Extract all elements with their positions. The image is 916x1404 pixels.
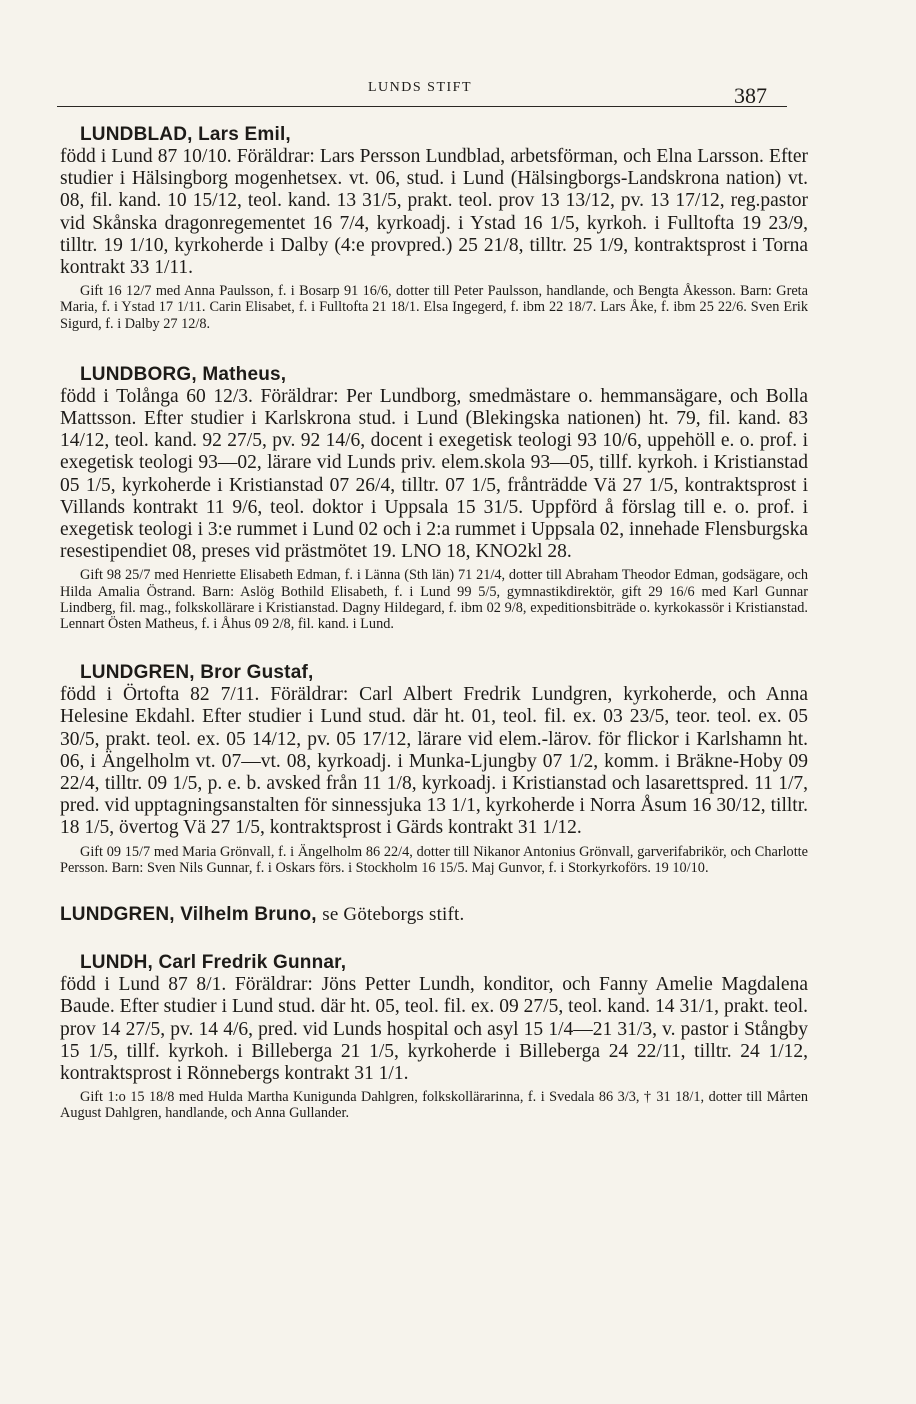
spacer — [60, 876, 808, 904]
entry-name-line — [60, 904, 808, 926]
entry-family: Gift 16 12/7 med Anna Paulsson, f. i Bosarp 91 16/6, dotter till Peter Paulsson, handlande, och Bengta Åkesson. Barn: Greta Maria, f. i Ystad 17 1/11. Carin Elisabet, f. i Fulltofta 21 18/1. Elsa Ingegerd, f. ibm 22 18/7. Lars Åke, f. ibm 25 22/6. Sven Erik Sigurd, f. i Dalby 27 12/8. — [60, 283, 808, 332]
entry-lundgren-vilhelm — [60, 904, 808, 926]
entry-lundh — [60, 952, 808, 1121]
entry-family: Gift 1:o 15 18/8 med Hulda Martha Kunigunda Dahlgren, folkskollärarinna, f. i Svedala 86 3/3, † 31 18/1, dotter till Mårten August Dahlgren, handlande, och Anna Gullander. — [60, 1089, 808, 1122]
entry-lundblad — [60, 124, 808, 332]
entry-family: Gift 98 25/7 med Henriette Elisabeth Edman, f. i Länna (Sth län) 71 21/4, dotter till Abraham Theodor Edman, godsägare, och Hilda Amalia Östrand. Barn: Aslög Bothild Elisabeth, f. i Lund 99 5/5, gymnastikdirektör, gift 29 16/6 med Karl Gunnar Lindberg, fil. mag., folkskollärare i Kristianstad. Dagny Hildegard, f. ibm 02 9/8, expeditionsbiträde o. kyrkokassör i Kristianstad. Lennart Östen Matheus, f. i Åhus 09 2/8, fil. kand. i Lund. — [60, 567, 808, 633]
spacer — [60, 926, 808, 952]
running-head: LUNDS STIFT — [368, 80, 473, 95]
entry-lundborg — [60, 364, 808, 632]
entry-name: LUNDH, Carl Fredrik Gunnar, — [80, 952, 347, 974]
entry-lundgren-bror — [60, 662, 808, 876]
entry-biography: född i Lund 87 8/1. Föräldrar: Jöns Petter Lundh, konditor, och Fanny Amelie Magdalena Baude. Efter studier i Lund stud. där ht. 05, teol. fil. ex. 09 27/5, teol. kand. 14 31/1, prakt. teol. prov 14 27/5, pv. 14 4/6, pred. vid Lunds hospital och asyl 15 1/4—21 31/3, v. pastor i Stångby 15 1/5, tillf. kyrkoh. i Billeberga 21 1/5, kyrkoherde i Billeberga 24 22/11, tilltr. 24 1/12, kontraktsprost i Rönnebergs kontrakt 31 1/1. — [60, 974, 808, 1084]
spacer — [60, 632, 808, 662]
entry-biography: född i Tolånga 60 12/3. Föräldrar: Per Lundborg, smedmästare o. hemmansägare, och Bolla Mattsson. Efter studier i Karlskrona stud. i Lund (Blekingska nationen) ht. 79, fil. kand. 83 14/12, teol. kand. 92 27/5, pv. 92 14/6, docent i exegetisk teologi 93 10/6, uppehöll e. o. prof. i exegetisk teologi 93—02, lärare vid Lunds priv. elem.skola 93—05, tillf. kyrkoh. i Kristianstad 05 1/5, kyrkoherde i Kristianstad 07 26/4, tilltr. 07 1/5, frånträdde Vä 27 1/5, kontraktsprost i Villands kontrakt 11 9/6, teol. doktor i Uppsala 15 31/5. Uppförd å förslag till e. o. prof. i exegetisk teologi i 3:e rummet i Lund 02 och i 2:a rummet i Uppsala 02, innehade Flensburgska resestipendiet 08, preses vid prästmötet 19. LNO 18, KNO2kl 28. — [60, 385, 808, 563]
entry-name: LUNDGREN, Bror Gustaf, — [80, 662, 314, 684]
page-number: 387 — [734, 83, 767, 108]
spacer — [60, 332, 808, 364]
cross-reference: se Göteborgs stift. — [322, 904, 465, 926]
entry-family: Gift 09 15/7 med Maria Grönvall, f. i Ängelholm 86 22/4, dotter till Nikanor Antonius Grönvall, garverifabrikör, och Charlotte Persson. Barn: Sven Nils Gunnar, f. i Oskars förs. i Stockholm 16 15/5. Maj Gunvor, f. i Storkyrkoförs. 19 10/10. — [60, 843, 808, 876]
header-rule — [57, 106, 787, 107]
entry-biography: född i Örtofta 82 7/11. Föräldrar: Carl Albert Fredrik Lundgren, kyrkoherde, och Anna Helesine Ekdahl. Efter studier i Lund stud. där ht. 01, teol. fil. ex. 03 23/5, teor. teol. ex. 05 30/5, prakt. teol. ex. 05 14/12, pv. 05 17/12, lärare vid elem.-lärov. för flickor i Karlshamn ht. 06, i Ängelholm vt. 07—vt. 08, kyrkoadj. i Munka-Ljungby 07 1/2, komm. i Bräkne-Hoby 09 22/4, tilltr. 09 1/5, p. e. b. avsked från 11 1/8, kyrkoadj. i Kristianstad och lasarettspred. 11 1/7, pred. vid upptagningsanstalten för sinnessjuka 13 1/1, kyrkoherde i Norra Åsum 16 30/12, tilltr. 18 1/5, övertog Vä 27 1/5, kontraktsprost i Gärds kontrakt 31 1/12. — [60, 684, 808, 839]
entry-biography: född i Lund 87 10/10. Föräldrar: Lars Persson Lundblad, arbetsförman, och Elna Larsson. Efter studier i Hälsingborg mogenhetsex. vt. 06, stud. i Lund (Hälsingborgs-Landskrona nation) vt. 08, fil. kand. 10 15/12, teol. kand. 13 31/5, prakt. teol. prov 13 13/12, pv. 13 17/12, reg.pastor vid Skånska dragonregementet 16 7/4, kyrkoadj. i Ystad 16 1/5, kyrkoh. i Fulltofta 19 23/9, tilltr. 19 1/10, kyrkoherde i Dalby (4:e provpred.) 25 21/8, tilltr. 25 1/9, kontraktsprost i Torna kontrakt 33 1/11. — [60, 146, 808, 279]
page-content — [60, 124, 808, 1122]
entry-name: LUNDBLAD, Lars Emil, — [80, 124, 291, 145]
entry-name: LUNDGREN, Vilhelm Bruno, — [60, 904, 317, 926]
entry-name: LUNDBORG, Matheus, — [80, 363, 287, 385]
